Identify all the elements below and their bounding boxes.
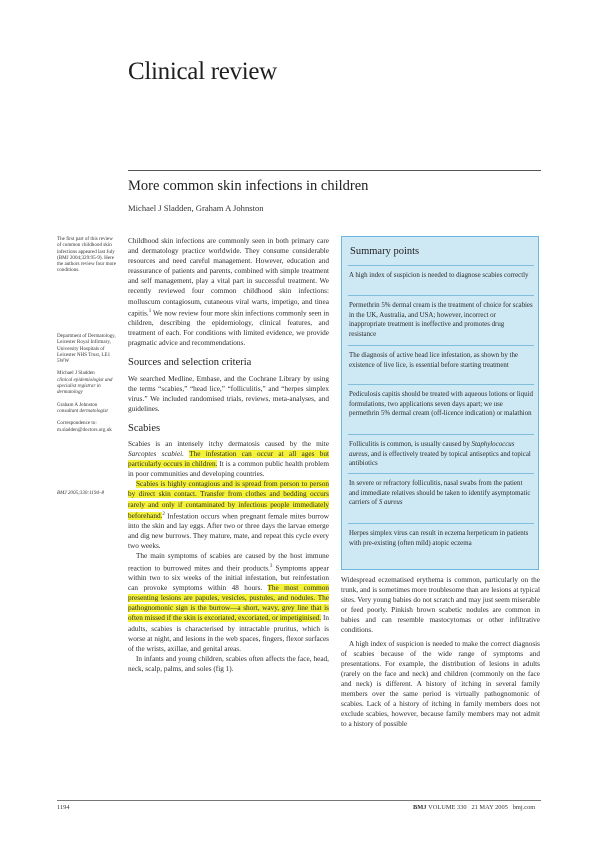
highlight: The infestation can occur at all ages but particularly occurs in children. <box>128 450 329 469</box>
scabies-paragraph-4: In infants and young children, scabies often affects the face, head, neck, scalp, palms, and soles (fig 1). <box>128 654 329 673</box>
page-number: 1194 <box>57 804 70 811</box>
scabies-paragraph-1: Scabies is an intensely itchy dermatosis caused by the mite Sarcoptes scabiei. The infestation can occur at all ages but particularly occurs in children. It is a common public health problem in poor communities and developing countries. <box>128 440 329 479</box>
summary-item: In severe or refractory folliculitis, nasal swabs from the patient and immediate relatives should be taken to identify asymptomatic carriers of S aureus <box>349 480 531 506</box>
summary-item: Folliculitis is common, is usually caused by Staphylococcus aureus, and is effectively treated by topical antiseptics and topical antibiotics <box>349 441 531 467</box>
summary-item: The diagnosis of active head lice infestation, as shown by the existence of live lice, is essential before starting treatment <box>349 352 518 369</box>
scabies-paragraph-3: The main symptoms of scabies are caused by the host immune reaction to burrowed mites and their products.$^3$ Symptoms appear within two to six weeks of the initial infestation, but reinfestation can provoke symptoms within 48 hours. The most common presenting lesions are papules, vesicles, pustules, and nodules. The pathognomonic sign is the burrow—a short, wavy, grey line that is often missed if the skin is excoriated, excoriated, or impetiginised. In adults, scabies is characterised by intractable pruritus, which is worse at night, and lesions in the web spaces, fingers, flexor surfaces of the wrists, axillae, and genital areas. <box>128 552 330 653</box>
highlight: Scabies is highly contagious and is spread from person to person by direct skin contact. Transfer from clothes and bedding occurs rarely and only if contaminated by infectious people immediately beforehand. <box>128 480 329 521</box>
journal-footer: BMJ VOLUME 330 21 MAY 2005 bmj.com <box>413 804 536 811</box>
heading-sources: Sources and selection criteria <box>128 357 252 369</box>
correspondence: Correspondence to: m.sladden@doctors.org.uk <box>57 420 112 433</box>
column-2 <box>341 575 540 729</box>
box-divider <box>348 434 534 435</box>
column-1 <box>128 236 329 674</box>
section-title: Clinical review <box>128 58 277 85</box>
highlight: The most common presenting lesions are papules, vesicles, pustules, and nodules. The pathognomonic sign is the burrow—a short, wavy, grey line that is often missed if the skin is excoriated, excoriated, or impetiginised. <box>128 584 330 623</box>
author-1-name: Michael J Sladden <box>57 370 95 377</box>
summary-item: Permethrin 5% dermal cream is the treatment of choice for scabies in the UK, Australia, and USA; however, incorrect or inappropriate treatment is ineffective and promotes drug resistance <box>349 302 533 338</box>
article-title: More common skin infections in children <box>128 178 369 194</box>
author-1-role: clinical epidemiologist and specialist registrar in dermatology <box>57 376 113 396</box>
box-divider <box>348 265 534 266</box>
box-divider <box>348 384 534 385</box>
department-note: Department of Dermatology, Leicester Royal Infirmary, University Hospitals of Leicester NHS Trust, LE1 5WW <box>57 333 116 365</box>
article-authors: Michael J Sladden, Graham A Johnston <box>128 203 264 213</box>
col2-paragraph-1: Widespread eczematised erythema is common, particularly on the trunk, and is sometimes more troublesome than are lesions at typical sites. Very young babies do not scratch and may just seem miserable or feed poorly. Pinkish brown scabetic nodules are common in babies and can resemble mastocytomas or other infiltrative conditions. <box>341 576 540 635</box>
box-divider <box>348 473 534 474</box>
intro-paragraph: Childhood skin infections are commonly seen in both primary care and dermatology practice worldwide. They consume considerable resources and need careful management. However, education and reassurance of patients and parents, combined with simple treatment and self management, play a vital part in successful treatment. We recently reviewed four common childhood skin infections: molluscum contagiosum, cutaneous viral warts, impetigo, and tinea capitis.$^1$ We now review four more skin infections commonly seen in children, describing the epidemiology, clinical features, and treatment of each. For conditions with limited evidence, we provide pragmatic advice and recommendations. <box>128 237 329 348</box>
margin-notes <box>57 236 117 280</box>
series-note: The first part of this review of common childhood skin infections appeared last July (BMJ 2004;329:95-9). Here the authors review four more conditions. <box>57 236 117 274</box>
summary-title: Summary points <box>350 246 420 257</box>
summary-item: Herpes simplex virus can result in eczema herpeticum in patients with pre-existing (often mild) atopic eczema <box>349 530 529 547</box>
affiliations <box>57 333 117 439</box>
box-divider <box>348 295 534 296</box>
col2-paragraph-2: A high index of suspicion is needed to make the correct diagnosis of scabies because of the wide range of symptoms and presentations. For example, the distribution of lesions in adults (rarely on the face and neck) and children (commonly on the face and neck) is different. A history of itching in several family members over the same period is virtually pathognomonic of scabies. Lack of a history of itching in family members does not exclude scabies, however, because family members may not admit to a history of possible <box>341 639 540 729</box>
author-2-role: consultant dermatologist <box>57 407 108 414</box>
box-divider <box>348 523 534 524</box>
summary-item: A high index of suspicion is needed to diagnose scabies correctly <box>349 272 529 279</box>
author-2-name: Graham A Johnston <box>57 401 98 408</box>
sources-paragraph: We searched Medline, Embase, and the Cochrane Library by using the terms “scabies,” “head lice,” “folliculitis,” and “herpes simplex virus.” We included randomised trials, reviews, meta-analyses, and guidelines. <box>128 374 329 413</box>
title-divider <box>128 170 541 171</box>
scabies-paragraph-2: Scabies is highly contagious and is spread from person to person by direct skin contact. Transfer from clothes and bedding occurs rarely and only if contaminated by infectious people immediately beforehand.$^2$ Infestation occurs when pregnant female mites burrow into the skin and lay eggs. After two or three days the larvae emerge and dig new burrows. They mature, mate, and repeat this cycle every two weeks. <box>128 480 329 551</box>
box-divider <box>348 345 534 346</box>
citation: BMJ 2005;330:1194–8 <box>57 490 105 496</box>
footer-divider <box>57 800 541 801</box>
summary-points-box <box>341 236 539 570</box>
summary-item: Pediculosis capitis should be treated with aqueous lotions or liquid formulations, two applications seven days apart; we use permethrin 5% dermal cream (off-licence indication) or malathion <box>349 391 533 417</box>
heading-scabies: Scabies <box>128 422 161 434</box>
citation-note <box>57 490 117 502</box>
